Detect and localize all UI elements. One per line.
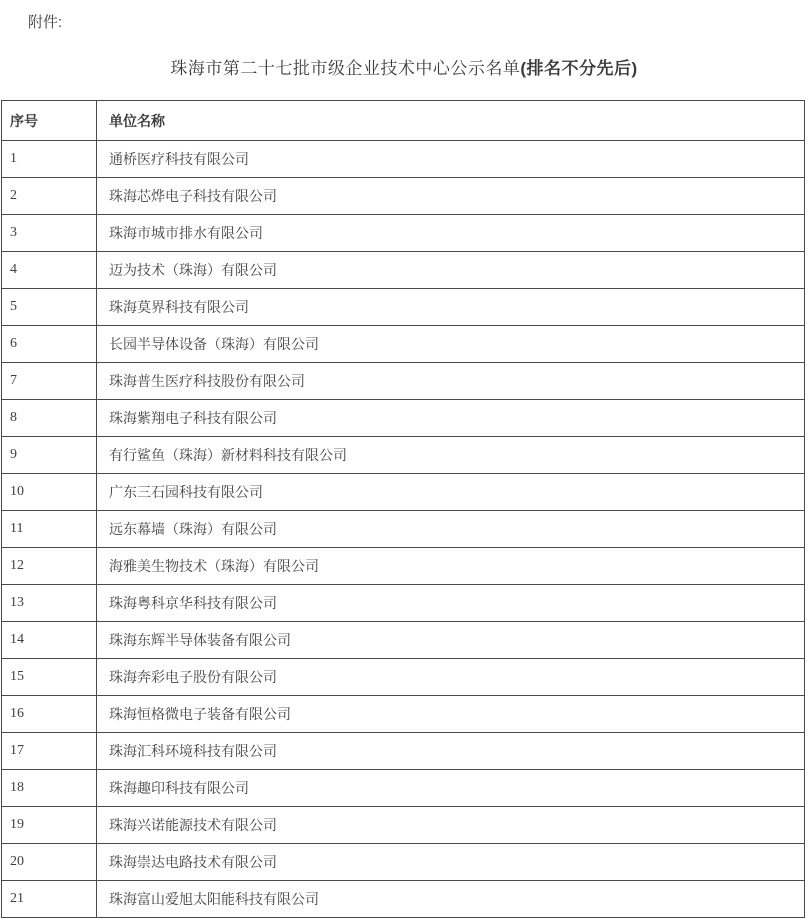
row-number-cell: 9 xyxy=(2,437,97,474)
row-number-cell: 7 xyxy=(2,363,97,400)
table-row xyxy=(2,289,805,326)
row-number-cell: 20 xyxy=(2,844,97,881)
company-name-cell: 珠海汇科环境科技有限公司 xyxy=(97,733,805,770)
table-row xyxy=(2,881,805,918)
company-name-cell: 珠海东辉半导体装备有限公司 xyxy=(97,622,805,659)
row-number-cell: 10 xyxy=(2,474,97,511)
table-row xyxy=(2,252,805,289)
row-number-cell: 3 xyxy=(2,215,97,252)
table-row xyxy=(2,807,805,844)
company-name-cell: 珠海奔彩电子股份有限公司 xyxy=(97,659,805,696)
company-name-cell: 珠海紫翔电子科技有限公司 xyxy=(97,400,805,437)
row-number-cell: 15 xyxy=(2,659,97,696)
company-name-cell: 珠海普生医疗科技股份有限公司 xyxy=(97,363,805,400)
table-row xyxy=(2,363,805,400)
column-header-name: 单位名称 xyxy=(97,101,805,141)
table-row xyxy=(2,474,805,511)
table-row xyxy=(2,548,805,585)
row-number-cell: 8 xyxy=(2,400,97,437)
row-number-cell: 11 xyxy=(2,511,97,548)
column-header-no: 序号 xyxy=(2,101,97,141)
row-number-cell: 5 xyxy=(2,289,97,326)
page-title-suffix: (排名不分先后) xyxy=(520,59,638,78)
row-number-cell: 16 xyxy=(2,696,97,733)
row-number-cell: 19 xyxy=(2,807,97,844)
row-number-cell: 13 xyxy=(2,585,97,622)
company-name-cell: 迈为技术（珠海）有限公司 xyxy=(97,252,805,289)
row-number-cell: 4 xyxy=(2,252,97,289)
row-number-cell: 21 xyxy=(2,881,97,918)
row-number-cell: 12 xyxy=(2,548,97,585)
company-name-cell: 远东幕墙（珠海）有限公司 xyxy=(97,511,805,548)
company-name-cell: 珠海崇达电路技术有限公司 xyxy=(97,844,805,881)
table-row xyxy=(2,215,805,252)
page-title xyxy=(0,58,808,80)
table-row xyxy=(2,511,805,548)
company-name-cell: 珠海粤科京华科技有限公司 xyxy=(97,585,805,622)
table-row xyxy=(2,178,805,215)
page-title-main: 珠海市第二十七批市级企业技术中心公示名单 xyxy=(170,59,521,78)
table-row xyxy=(2,437,805,474)
company-name-cell: 通桥医疗科技有限公司 xyxy=(97,141,805,178)
company-name-cell: 珠海恒格微电子装备有限公司 xyxy=(97,696,805,733)
company-name-cell: 广东三石园科技有限公司 xyxy=(97,474,805,511)
table-row xyxy=(2,696,805,733)
table-row xyxy=(2,326,805,363)
company-name-cell: 珠海莫界科技有限公司 xyxy=(97,289,805,326)
table-row xyxy=(2,622,805,659)
table-row xyxy=(2,659,805,696)
company-name-cell: 珠海市城市排水有限公司 xyxy=(97,215,805,252)
company-table xyxy=(1,100,805,918)
company-name-cell: 有行鲨鱼（珠海）新材料科技有限公司 xyxy=(97,437,805,474)
company-name-cell: 长园半导体设备（珠海）有限公司 xyxy=(97,326,805,363)
table-row xyxy=(2,770,805,807)
company-name-cell: 海雅美生物技术（珠海）有限公司 xyxy=(97,548,805,585)
company-name-cell: 珠海兴诺能源技术有限公司 xyxy=(97,807,805,844)
row-number-cell: 18 xyxy=(2,770,97,807)
table-row xyxy=(2,585,805,622)
row-number-cell: 6 xyxy=(2,326,97,363)
table-row xyxy=(2,844,805,881)
row-number-cell: 2 xyxy=(2,178,97,215)
table-row xyxy=(2,733,805,770)
company-name-cell: 珠海趣印科技有限公司 xyxy=(97,770,805,807)
attachment-label: 附件: xyxy=(28,14,63,31)
table-row xyxy=(2,141,805,178)
row-number-cell: 17 xyxy=(2,733,97,770)
row-number-cell: 1 xyxy=(2,141,97,178)
table-header-row xyxy=(2,101,805,141)
company-table-body xyxy=(2,141,805,918)
row-number-cell: 14 xyxy=(2,622,97,659)
company-name-cell: 珠海芯烨电子科技有限公司 xyxy=(97,178,805,215)
company-name-cell: 珠海富山爱旭太阳能科技有限公司 xyxy=(97,881,805,918)
table-row xyxy=(2,400,805,437)
